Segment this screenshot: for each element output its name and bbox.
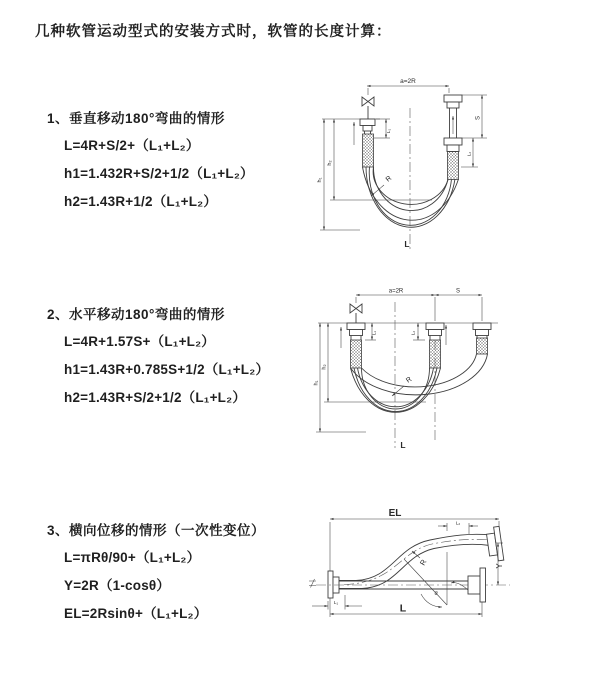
dimension-h2	[327, 119, 432, 200]
left-flange	[360, 119, 375, 167]
right-flange-lower	[444, 138, 462, 180]
dimension-h1	[317, 119, 360, 230]
dim-label-l2: L₂	[411, 330, 417, 336]
right-flange	[473, 323, 491, 354]
braided-hose-section	[351, 340, 362, 368]
left-flange	[347, 323, 365, 368]
dim-label-s: S	[475, 115, 482, 121]
dim-label-s: S	[455, 288, 461, 295]
dimension-l2	[438, 521, 478, 535]
dimension-l1	[365, 323, 378, 340]
dim-label-h1: h₁	[317, 177, 323, 183]
dim-label-h2: h₂	[321, 364, 328, 370]
dim-label-l2: L₂	[455, 521, 461, 527]
dimension-l2	[411, 323, 426, 340]
dim-label-l-total: L	[400, 440, 406, 450]
section-3-formula-y: Y=2R（1-cosθ）	[64, 578, 171, 593]
dim-label-theta: θ	[434, 591, 438, 597]
section-3-formula-l: L=πRθ/90+（L₁+L₂）	[64, 550, 201, 565]
upper-flange	[486, 526, 504, 562]
vertical-180-bend-diagram	[310, 70, 600, 265]
section-3-heading: 3、横向位移的情形（一次性变位）	[47, 523, 266, 538]
dimension-a2r	[356, 289, 435, 296]
dimension-l1	[312, 595, 362, 610]
braided-hose-section	[448, 152, 459, 180]
horizontal-180-bend-diagram	[308, 280, 600, 460]
valve-icon	[362, 97, 374, 119]
dimension-l2	[461, 138, 478, 167]
section-3-formula-el: EL=2Rsinθ+（L₁+L₂）	[64, 606, 208, 621]
lateral-displacement-diagram	[300, 495, 600, 660]
section-1-formula-h2: h2=1.43R+1/2（L₁+L₂）	[64, 194, 218, 209]
centerline-symbol	[309, 579, 316, 588]
section-1-formula-l: L=4R+S/2+（L₁+L₂）	[64, 138, 200, 153]
dimension-s	[435, 289, 482, 296]
hose-curves	[351, 354, 488, 412]
dim-label-l-total: L	[404, 239, 410, 249]
hose-curves	[363, 167, 459, 227]
dim-label-l-total: L	[399, 602, 407, 615]
dim-label-y: Y	[495, 563, 504, 569]
page-title: 几种软管运动型式的安装方式时，软管的长度计算：	[35, 24, 392, 40]
dim-label-r: R	[417, 557, 429, 567]
dim-label-r: R	[405, 376, 414, 385]
section-1-heading: 1、垂直移动180°弯曲的情形	[47, 111, 225, 126]
dim-label-h1: h₁	[313, 380, 320, 386]
dim-label-el: EL	[388, 508, 402, 519]
right-flange	[468, 568, 486, 602]
section-2-formula-l: L=4R+1.57S+（L₁+L₂）	[64, 334, 215, 349]
dim-label-h2: h₂	[327, 160, 333, 166]
dim-label-a2r: a=2R	[388, 288, 404, 295]
dim-label-l2: L₂	[467, 151, 473, 157]
dim-label-r: R	[384, 174, 394, 184]
dim-label-l1: L₁	[372, 330, 378, 336]
dim-label-l1: L₁	[333, 601, 339, 606]
dimension-h1	[314, 323, 367, 432]
braided-hose-section	[363, 134, 374, 167]
dimension-l1	[374, 119, 392, 138]
dimension-a2r	[367, 78, 449, 95]
braided-hose-section	[477, 338, 488, 354]
valve-icon	[350, 304, 362, 323]
dim-label-a2r: a=2R	[400, 78, 416, 85]
section-1-formula-h1: h1=1.432R+S/2+1/2（L₁+L₂）	[64, 166, 254, 181]
dimension-l	[330, 598, 482, 617]
dimension-s	[462, 95, 487, 138]
section-2-formula-h1: h1=1.43R+0.785S+1/2（L₁+L₂）	[64, 362, 270, 377]
angle-construction	[404, 552, 468, 607]
dim-label-l1: L₁	[387, 128, 392, 134]
left-flange	[328, 571, 339, 598]
section-2-heading: 2、水平移动180°弯曲的情形	[47, 307, 225, 322]
section-2-formula-h2: h2=1.43R+S/2+1/2（L₁+L₂）	[64, 390, 247, 405]
